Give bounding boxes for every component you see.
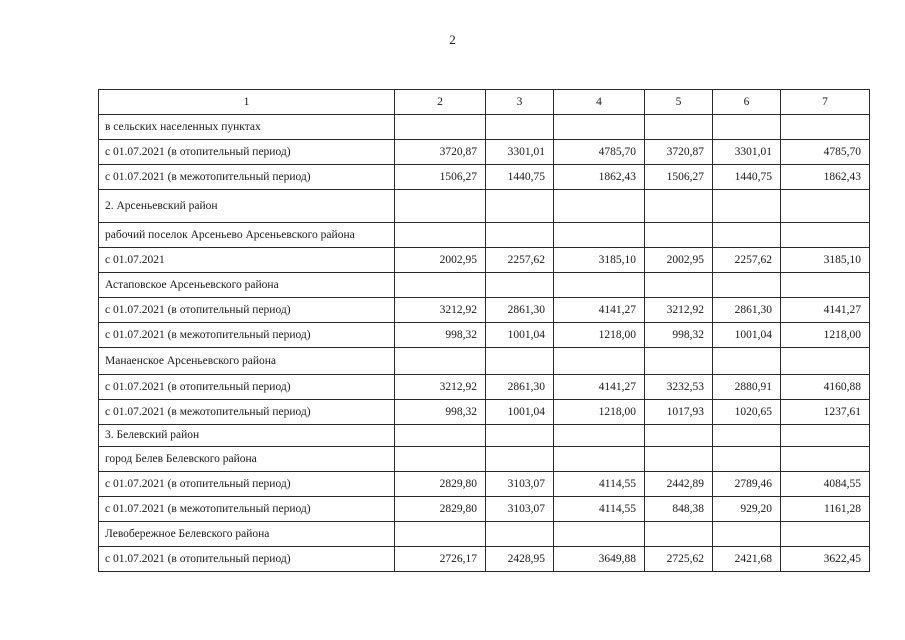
value-cell: 2829,80 <box>395 497 486 522</box>
value-cell <box>486 223 554 248</box>
row-label-cell: с 01.07.2021 (в отопительный период) <box>99 375 395 400</box>
value-cell: 2726,17 <box>395 547 486 572</box>
column-header-5: 5 <box>645 90 713 115</box>
value-cell <box>486 348 554 375</box>
row-label-cell: с 01.07.2021 (в межотопительный период) <box>99 323 395 348</box>
table-row <box>99 248 870 273</box>
value-cell: 1440,75 <box>713 165 781 190</box>
column-header-1: 1 <box>99 90 395 115</box>
value-cell: 3212,92 <box>395 375 486 400</box>
value-cell: 3649,88 <box>554 547 645 572</box>
value-cell <box>713 425 781 447</box>
value-cell <box>554 190 645 223</box>
value-cell: 4785,70 <box>554 140 645 165</box>
value-cell <box>395 425 486 447</box>
value-cell: 4785,70 <box>781 140 870 165</box>
value-cell <box>781 348 870 375</box>
table-row <box>99 400 870 425</box>
column-header-7: 7 <box>781 90 870 115</box>
value-cell <box>781 425 870 447</box>
value-cell: 3185,10 <box>554 248 645 273</box>
value-cell: 998,32 <box>645 323 713 348</box>
value-cell: 1218,00 <box>781 323 870 348</box>
value-cell: 1862,43 <box>554 165 645 190</box>
value-cell <box>554 223 645 248</box>
row-label-cell: с 01.07.2021 (в межотопительный период) <box>99 400 395 425</box>
value-cell <box>395 522 486 547</box>
row-label-cell: с 01.07.2021 (в отопительный период) <box>99 298 395 323</box>
value-cell <box>645 425 713 447</box>
value-cell: 4141,27 <box>554 298 645 323</box>
table-row <box>99 323 870 348</box>
row-label-cell: с 01.07.2021 (в межотопительный период) <box>99 497 395 522</box>
value-cell: 1001,04 <box>486 400 554 425</box>
row-label-cell: 2. Арсеньевский район <box>99 190 395 223</box>
value-cell: 1218,00 <box>554 323 645 348</box>
value-cell <box>486 522 554 547</box>
table-row <box>99 298 870 323</box>
table-row <box>99 115 870 140</box>
row-label-cell: с 01.07.2021 (в отопительный период) <box>99 547 395 572</box>
value-cell <box>713 273 781 298</box>
value-cell: 1506,27 <box>395 165 486 190</box>
value-cell <box>486 115 554 140</box>
column-header-3: 3 <box>486 90 554 115</box>
value-cell <box>713 447 781 472</box>
value-cell <box>645 348 713 375</box>
value-cell: 3232,53 <box>645 375 713 400</box>
value-cell: 929,20 <box>713 497 781 522</box>
value-cell: 848,38 <box>645 497 713 522</box>
value-cell: 2257,62 <box>486 248 554 273</box>
value-cell <box>645 522 713 547</box>
table-row <box>99 190 870 223</box>
value-cell: 2725,62 <box>645 547 713 572</box>
value-cell <box>645 223 713 248</box>
value-cell <box>486 425 554 447</box>
column-header-2: 2 <box>395 90 486 115</box>
value-cell: 1862,43 <box>781 165 870 190</box>
value-cell <box>781 447 870 472</box>
value-cell: 3212,92 <box>645 298 713 323</box>
value-cell: 4141,27 <box>554 375 645 400</box>
value-cell: 3301,01 <box>713 140 781 165</box>
value-cell: 4141,27 <box>781 298 870 323</box>
table-row <box>99 522 870 547</box>
value-cell: 3103,07 <box>486 497 554 522</box>
table-row <box>99 425 870 447</box>
value-cell <box>713 223 781 248</box>
value-cell <box>554 447 645 472</box>
value-cell: 4160,88 <box>781 375 870 400</box>
value-cell <box>486 190 554 223</box>
row-label-cell: в сельских населенных пунктах <box>99 115 395 140</box>
value-cell <box>713 115 781 140</box>
value-cell <box>395 273 486 298</box>
tariff-table <box>98 89 870 572</box>
row-label-cell: Манаенское Арсеньевского района <box>99 348 395 375</box>
value-cell: 998,32 <box>395 323 486 348</box>
value-cell: 3103,07 <box>486 472 554 497</box>
value-cell: 2257,62 <box>713 248 781 273</box>
value-cell <box>395 447 486 472</box>
value-cell <box>554 348 645 375</box>
value-cell: 998,32 <box>395 400 486 425</box>
value-cell: 1001,04 <box>486 323 554 348</box>
value-cell: 3720,87 <box>395 140 486 165</box>
value-cell <box>645 273 713 298</box>
table-row <box>99 375 870 400</box>
value-cell: 4084,55 <box>781 472 870 497</box>
value-cell <box>781 273 870 298</box>
value-cell: 2428,95 <box>486 547 554 572</box>
table-row <box>99 223 870 248</box>
value-cell <box>554 522 645 547</box>
value-cell: 2880,91 <box>713 375 781 400</box>
table-row <box>99 273 870 298</box>
value-cell: 1017,93 <box>645 400 713 425</box>
value-cell <box>554 425 645 447</box>
table-row <box>99 497 870 522</box>
value-cell: 2002,95 <box>645 248 713 273</box>
value-cell: 1218,00 <box>554 400 645 425</box>
value-cell: 2442,89 <box>645 472 713 497</box>
row-label-cell: 3. Белевский район <box>99 425 395 447</box>
value-cell <box>645 447 713 472</box>
row-label-cell: с 01.07.2021 (в межотопительный период) <box>99 165 395 190</box>
column-header-6: 6 <box>713 90 781 115</box>
value-cell: 3185,10 <box>781 248 870 273</box>
value-cell <box>781 115 870 140</box>
value-cell <box>781 522 870 547</box>
table-row <box>99 348 870 375</box>
row-label-cell: Левобережное Белевского района <box>99 522 395 547</box>
value-cell <box>645 190 713 223</box>
value-cell <box>486 273 554 298</box>
value-cell: 1237,61 <box>781 400 870 425</box>
value-cell: 1161,28 <box>781 497 870 522</box>
value-cell <box>395 223 486 248</box>
table-row <box>99 447 870 472</box>
value-cell: 2861,30 <box>486 375 554 400</box>
row-label-cell: город Белев Белевского района <box>99 447 395 472</box>
value-cell: 3212,92 <box>395 298 486 323</box>
value-cell: 4114,55 <box>554 472 645 497</box>
column-header-4: 4 <box>554 90 645 115</box>
value-cell <box>395 115 486 140</box>
value-cell <box>713 190 781 223</box>
value-cell <box>713 348 781 375</box>
row-label-cell: с 01.07.2021 <box>99 248 395 273</box>
value-cell: 4114,55 <box>554 497 645 522</box>
value-cell <box>781 190 870 223</box>
table-row <box>99 472 870 497</box>
value-cell <box>554 115 645 140</box>
table-row <box>99 547 870 572</box>
value-cell: 2861,30 <box>486 298 554 323</box>
value-cell <box>395 190 486 223</box>
row-label-cell: с 01.07.2021 (в отопительный период) <box>99 140 395 165</box>
value-cell: 2861,30 <box>713 298 781 323</box>
value-cell: 3301,01 <box>486 140 554 165</box>
value-cell: 2829,80 <box>395 472 486 497</box>
value-cell: 1001,04 <box>713 323 781 348</box>
value-cell: 1440,75 <box>486 165 554 190</box>
table-row <box>99 165 870 190</box>
row-label-cell: рабочий поселок Арсеньево Арсеньевского района <box>99 223 395 248</box>
value-cell <box>645 115 713 140</box>
value-cell: 3720,87 <box>645 140 713 165</box>
value-cell <box>713 522 781 547</box>
value-cell <box>486 447 554 472</box>
value-cell: 2002,95 <box>395 248 486 273</box>
page-number: 2 <box>449 32 456 47</box>
row-label-cell: Астаповское Арсеньевского района <box>99 273 395 298</box>
value-cell <box>554 273 645 298</box>
value-cell: 1506,27 <box>645 165 713 190</box>
row-label-cell: с 01.07.2021 (в отопительный период) <box>99 472 395 497</box>
value-cell: 1020,65 <box>713 400 781 425</box>
table-header-row <box>99 90 870 115</box>
table-row <box>99 140 870 165</box>
value-cell <box>395 348 486 375</box>
value-cell <box>781 223 870 248</box>
value-cell: 2421,68 <box>713 547 781 572</box>
value-cell: 2789,46 <box>713 472 781 497</box>
value-cell: 3622,45 <box>781 547 870 572</box>
tariff-table-body <box>99 90 870 572</box>
